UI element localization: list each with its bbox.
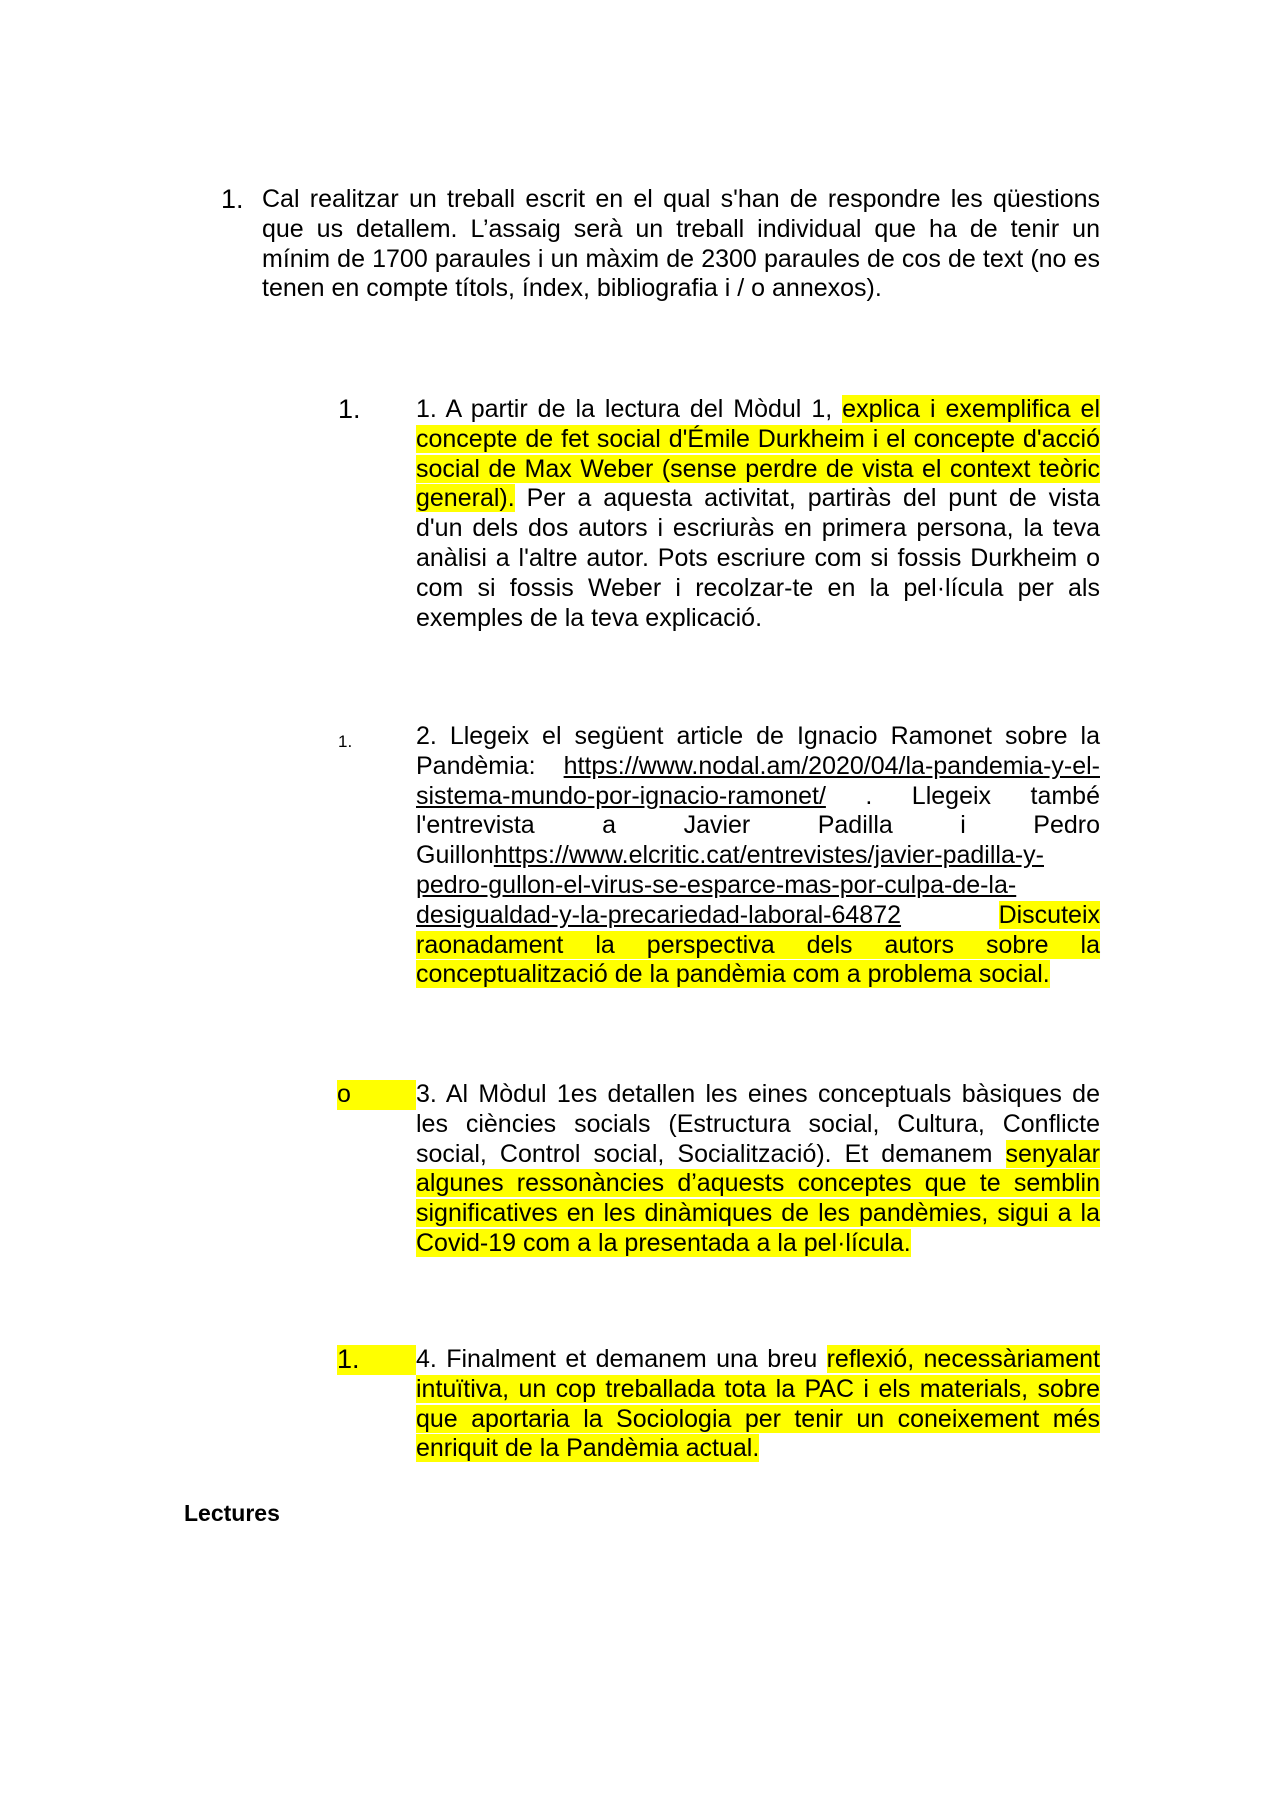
intro-list-number: 1. <box>221 184 244 214</box>
question-2-text-start: 2. Llegeix el següent article de Ignacio Ramonet sobre la Pandèmia: <box>416 722 1100 780</box>
intro-paragraph: Cal realitzar un treball escrit en el qual s'han de respondre les qüestions que us detallem. L’assaig serà un treball individual que ha de tenir un mínim de 1700 paraules i un màxim de 2300 paraules de cos de text (no es tenen en compte títols, índex, bibliografia i / o annexos). <box>262 185 1100 303</box>
question-3-list-bullet: o <box>337 1080 416 1110</box>
question-4-paragraph <box>416 1345 1100 1464</box>
question-2-highlight: Discuteix raonadament la perspectiva dels autors sobre la conceptualització de la pandèmia com a problema social. <box>416 900 1100 989</box>
question-1-text-end: Per a aquesta activitat, partiràs del punt de vista d'un dels dos autors i escriuràs en primera persona, la teva anàlisi a l'altre autor. Pots escriure com si fossis Durkheim o com si fossis Weber i recolzar-te en la pel·lícula per als exemples de la teva explicació. <box>416 484 1100 632</box>
question-3-highlight: senyalar algunes ressonàncies d’aquests conceptes que te semblin significatives en les dinàmiques de les pandèmies, sigui a la Covid-19 com a la presentada a la pel·lícula. <box>416 1139 1100 1257</box>
question-4-highlight: reflexió, necessàriament intuïtiva, un cop treballada tota la PAC i els materials, sobre que aportaria la Sociologia per tenir un coneixement més enriquit de la Pandèmia actual. <box>416 1345 1100 1463</box>
question-1-paragraph <box>416 395 1100 633</box>
question-3-text-start: 3. Al Mòdul 1es detallen les eines conceptuals bàsiques de les ciències socials (Estructura social, Cultura, Conflicte social, Control social, Socialització). Et demanem <box>416 1080 1100 1168</box>
question-2-paragraph <box>416 722 1100 990</box>
question-4-text-start: 4. Finalment et demanem una breu <box>416 1345 827 1373</box>
question-4-list-number: 1. <box>337 1345 416 1375</box>
elcritic-interview-link[interactable]: https://www.elcritic.cat/entrevistes/javier-padilla-y-pedro-gullon-el-virus-se-esparce-mas-por-culpa-de-la-desigualdad-y-la-precariedad-laboral-64872 <box>416 841 1044 929</box>
question-1-highlight: explica i exemplifica el concepte de fet social d'Émile Durkheim i el concepte d'acció social de Max Weber (sense perdre de vista el context teòric general). <box>416 395 1100 513</box>
section-heading-lectures: Lectures <box>184 1500 280 1526</box>
ramonet-article-link[interactable]: https://www.nodal.am/2020/04/la-pandemia-y-el-sistema-mundo-por-ignacio-ramonet/ <box>416 751 1100 810</box>
question-1-text-start: 1. A partir de la lectura del Mòdul 1, <box>416 395 843 423</box>
question-2-text-gap <box>901 901 999 929</box>
question-2-text-mid: . Llegeix també l'entrevista a Javier Padilla i Pedro Guillon <box>416 781 1100 870</box>
question-2-list-number: 1. <box>338 732 353 751</box>
question-3-paragraph <box>416 1080 1100 1259</box>
question-1-list-number: 1. <box>338 394 361 424</box>
